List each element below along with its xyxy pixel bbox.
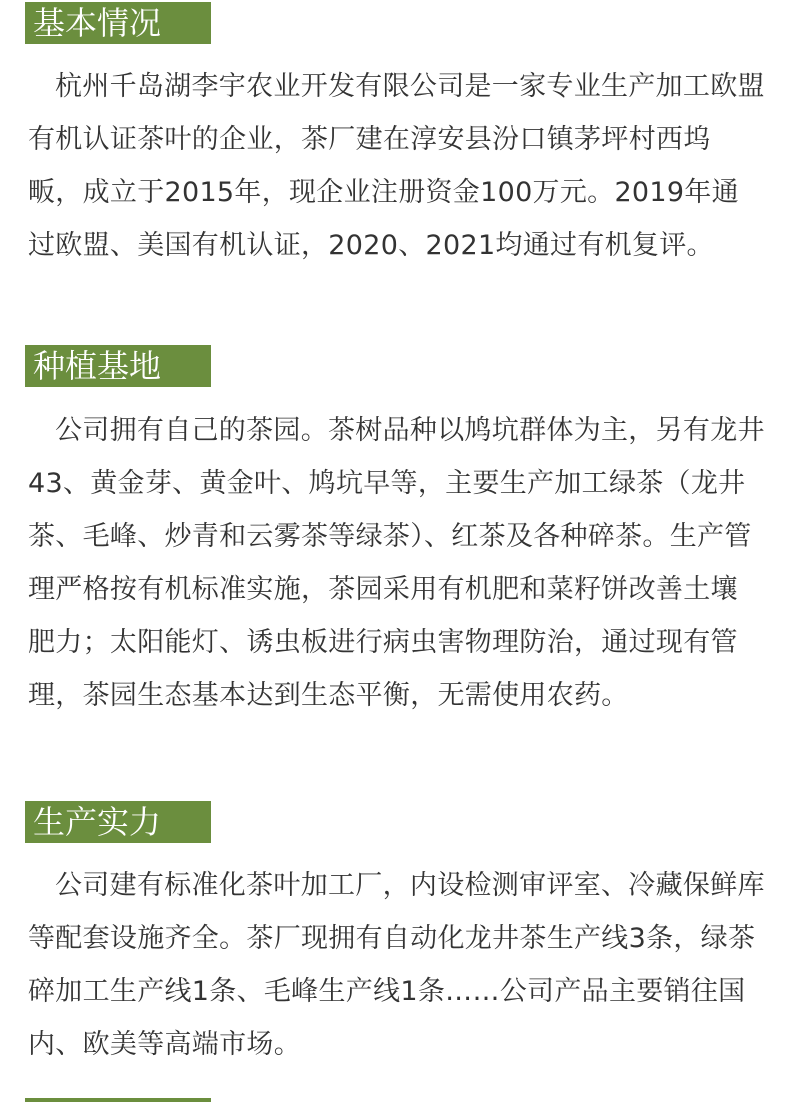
section-body-planting-base: 公司拥有自己的茶园。茶树品种以鸠坑群体为主，另有龙井43、黄金芽、黄金叶、鸠坑早等，主要生产加工绿茶（龙井茶、毛峰、炒青和云雾茶等绿茶）、红茶及各种碎茶。生产管理严格按有机标准实施，茶园采用有机肥和菜籽饼改善土壤肥力；太阳能灯、诱虫板进行病虫害物理防治，通过现有管理，茶园生态基本达到生态平衡，无需使用农药。 bbox=[28, 415, 765, 711]
section-title-production-capacity: 生产实力 bbox=[25, 801, 211, 843]
section-body-production-capacity: 公司建有标准化茶叶加工厂，内设检测审评室、冷藏保鲜库等配套设施齐全。茶厂现拥有自动化龙井茶生产线3条，绿茶碎加工生产线1条、毛峰生产线1条……公司产品主要销往国内、欧美等高端市场。 bbox=[28, 870, 765, 1060]
section-title-basic-info: 基本情况 bbox=[25, 2, 211, 44]
section-title-planting-base: 种植基地 bbox=[25, 345, 211, 387]
next-section-header-edge bbox=[25, 1098, 211, 1102]
section-body-basic-info: 杭州千岛湖李宇农业开发有限公司是一家专业生产加工欧盟有机认证茶叶的企业，茶厂建在淳安县汾口镇茅坪村西坞畈，成立于2015年，现企业注册资金100万元。2019年通过欧盟、美国有机认证，2020、2021均通过有机复评。 bbox=[28, 71, 765, 261]
